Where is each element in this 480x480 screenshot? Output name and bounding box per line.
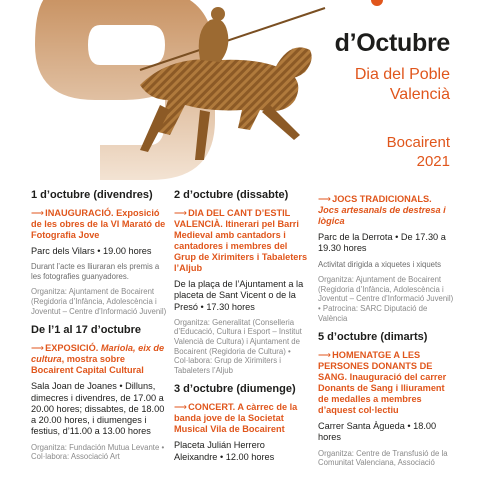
day-heading: 2 d’octubre (dissabte) (174, 189, 289, 201)
event-place-time: Sala Joan de Joanes • Dilluns, dimecres i divendres, de 17.00 a 20.00 hores; dissabtes, de 18.00 a 20.00 hores, i diumenges i festius, d’11.00 a 13.00 hores (31, 381, 165, 437)
day-heading: 1 d’octubre (divendres) (31, 189, 153, 201)
arrow-right-icon: ⟶ (318, 194, 332, 204)
page-title: d’Octubre (334, 29, 450, 57)
event-title: ⟶JOCS TRADICIONALS. Jocs artesanals de destresa i lògica (318, 194, 446, 226)
event-organizer: Organitza: Generalitat (Conselleria d’Educació, Cultura i Esport – Institut Valencià de Cultura) i Ajuntament de Bocairent (Regidoria de Cultura) • Col·labora: Grup de Xirimiters i Tabaleters l’Aljub (174, 317, 302, 375)
arrow-right-icon: ⟶ (31, 208, 45, 218)
day-heading: 3 d’octubre (diumenge) (174, 383, 296, 396)
event-title: ⟶DIA DEL CANT D’ESTIL VALENCIÀ. Itinerari pel Barri Medieval amb cantadors i cantadores i membres del Grup de Xirimiters i Tabaleters l’Aljub (174, 208, 308, 273)
location-label: Bocairent (386, 134, 450, 151)
subtitle-line-2: Valencià (389, 86, 450, 103)
event-place-time: Parc de la Derrota • De 17.30 a 19.30 hores (318, 232, 446, 254)
subtitle-line-1: Dia del Poble (354, 66, 450, 83)
event-title: ⟶HOMENATGE A LES PERSONES DONANTS DE SANG. Inauguració del carrer Donants de Sang i lliurament de medalles a membres d’aquest col·lectiu (318, 350, 447, 416)
event-title: ⟶INAUGURACIÓ. Exposició de les obres de la VI Marató de Fotografia Jove (31, 208, 166, 240)
event-place-time: Carrer Santa Àgueda • 18.00 hores (318, 421, 437, 443)
year-label: 2021 (416, 153, 450, 170)
program-column-1 (31, 186, 167, 470)
arrow-right-icon: ⟶ (31, 343, 45, 354)
program-column-3 (318, 186, 454, 476)
event-place-time: Parc dels Vilars • 19.00 hores (31, 246, 152, 256)
program-column-2 (174, 186, 310, 468)
event-title: ⟶CONCERT. A càrrec de la banda jove de la Societat Musical Vila de Bocairent (174, 402, 298, 435)
arrow-right-icon: ⟶ (174, 402, 188, 413)
day-heading: De l’1 al 17 d’octubre (31, 324, 142, 337)
logo-mark-icon (371, 0, 383, 6)
event-organizer: Organitza: Centre de Transfusió de la Comunitat Valenciana, Associació (318, 448, 448, 468)
event-place-time: De la plaça de l’Ajuntament a la placeta de Sant Vicent o de la Presó • 17.30 hores (174, 279, 304, 312)
day-heading: 5 d’octubre (dimarts) (318, 331, 428, 344)
event-organizer: Organitza: Ajuntament de Bocairent (Regidoria d’Infància, Adolescència i Joventut – Centre d’Informació Juvenil) • Patrocina: SARC Diputació de València (318, 275, 454, 323)
event-organizer: Organitza: Fundación Mutua Levante • Col·labora: Associació Art (31, 442, 165, 462)
arrow-right-icon: ⟶ (174, 208, 188, 218)
event-organizer: Organitza: Ajuntament de Bocairent (Regidoria d’Infància, Adolescència i Joventut – Centre d’Informació Juvenil) (31, 287, 167, 316)
arrow-right-icon: ⟶ (318, 350, 332, 361)
event-note: Activitat dirigida a xiquetes i xiquets (318, 259, 442, 269)
event-title: ⟶EXPOSICIÓ. Mariola, eix de cultura, mostra sobre Bocairent Capital Cultural (31, 343, 165, 376)
event-place-time: Placeta Julián Herrero Aleixandre • 12.00 hores (174, 440, 275, 462)
knight-illustration (100, 0, 330, 185)
poster-header (0, 0, 480, 185)
event-note: Durant l’acte es lliuraran els premis a les fotografies guanyadores. (31, 262, 160, 281)
